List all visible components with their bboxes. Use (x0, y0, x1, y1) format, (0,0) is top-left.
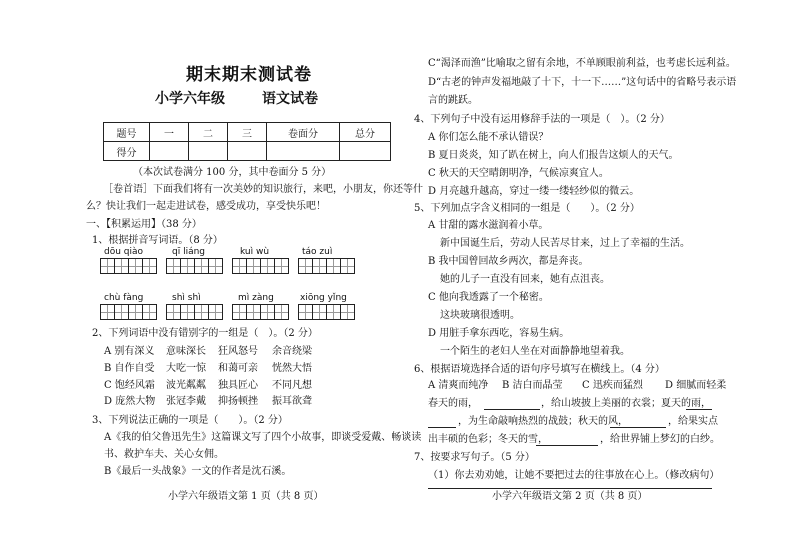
q3-option: 言的跳跃。 (428, 95, 478, 106)
writing-grid[interactable] (100, 258, 156, 274)
q2-option: 大吃一惊 (166, 363, 206, 374)
blank-line[interactable] (686, 409, 712, 410)
question-2: 2、下列词语中没有错别字的一组是（ ）。（2 分） (92, 328, 318, 339)
q5-option: 新中国诞生后，劳动人民苦尽甘来，过上了幸福的生活。 (440, 238, 690, 249)
exam-title: 期末期末测试卷 (186, 65, 312, 85)
q5-option: 这块玻璃很透明。 (440, 310, 520, 321)
q2-option: 振耳欲聋 (272, 396, 312, 407)
subject-label: 语文试卷 (262, 91, 318, 107)
pinyin: xiōng yǐng (300, 293, 347, 303)
q6-text: ，给果实点 (668, 416, 718, 427)
q3-option: B《最后一头战象》一文的作者是沈石溪。 (104, 466, 292, 477)
q5-option: D 用脏手拿东西吃，容易生病。 (428, 328, 570, 339)
q3-option: A《我的伯父鲁迅先生》这篇课文写了四个小故事，即谈受爱戴、畅谈读 (104, 432, 422, 443)
q6-text: ，给世界铺上梦幻的白纱。 (600, 434, 720, 445)
score-cell[interactable] (340, 142, 391, 161)
question-4: 4、下列句子中没有运用修辞手法的一项是（ ）。（2 分） (414, 114, 670, 125)
q4-option: D 月亮越升越高，穿过一缕一缕轻纱似的微云。 (428, 186, 640, 197)
pinyin: táo zuì (302, 247, 333, 257)
score-header: 一 (150, 123, 189, 142)
page-footer: 小学六年级语文第 2 页（共 8 页） (492, 491, 648, 502)
q2-option: 抑扬顿挫 (218, 396, 258, 407)
question-6: 6、根据语境选择合适的语句序号填写在横线上。（4 分） (414, 364, 665, 375)
intro-line: ［卷首语］下面我们将有一次美妙的知识旅行，来吧，小朋友，你还等什 (103, 184, 423, 195)
q5-option: 她的儿子一直没有回来，她有点沮丧。 (440, 274, 610, 285)
score-header: 二 (189, 123, 228, 142)
q4-option: C 秋天的天空晴朗明净，气候凉爽宜人。 (428, 168, 609, 179)
score-header: 题号 (104, 123, 150, 142)
writing-grid[interactable] (166, 258, 222, 274)
question-3: 3、下列说法正确的一项是（ ）。（2 分） (92, 415, 288, 426)
q2-option: 张冠李戴 (166, 396, 206, 407)
q6-option: D 细腻而轻柔 (665, 380, 727, 391)
blank-line[interactable] (484, 409, 540, 410)
pinyin: mì zàng (238, 293, 274, 303)
q2-option: A 别有深义 (104, 346, 155, 357)
score-header: 总分 (340, 123, 391, 142)
score-cell[interactable] (228, 142, 267, 161)
writing-grid[interactable] (298, 304, 354, 320)
intro-line: 么？快让我们一起走进试卷，感受成功，享受快乐吧！ (86, 201, 326, 212)
score-note: （本次试卷满分 100 分，其中卷面分 5 分） (133, 167, 332, 178)
score-header: 三 (228, 123, 267, 142)
q2-option: 意味深长 (166, 346, 206, 357)
q6-option: A 清爽而纯净 (428, 380, 489, 391)
section-heading: 一、【积累运用】（38 分） (86, 219, 202, 230)
q2-option: 波光粼粼 (166, 380, 206, 391)
pinyin: kuì wù (240, 247, 270, 257)
q2-option: C 饱经风霜 (104, 380, 155, 391)
writing-grid[interactable] (232, 304, 288, 320)
pinyin: chù fàng (104, 293, 144, 303)
q2-option: B 自作自受 (104, 363, 155, 374)
blank-line[interactable] (610, 427, 666, 428)
q2-option: 独具匠心 (218, 380, 258, 391)
answer-line[interactable] (428, 488, 712, 489)
question-1: 1、根据拼音写词语。（8 分） (92, 235, 223, 246)
q4-option: A 你们怎么能不承认错误？ (428, 132, 549, 143)
writing-grid[interactable] (166, 304, 222, 320)
pinyin: shì shì (172, 293, 201, 303)
page-footer: 小学六年级语文第 1 页（共 8 页） (168, 491, 324, 502)
q3-option: C“渴泽而渔”比喻取之留有余地，不单顾眼前利益，也考虑长远利益。 (428, 58, 736, 69)
q6-option: B 洁白而晶莹 (502, 380, 563, 391)
question-5: 5、下列加点字含义相同的一组是（ ）。（2 分） (414, 203, 640, 214)
blank-line[interactable] (428, 427, 456, 428)
q2-option: 余音绕梁 (272, 346, 312, 357)
score-cell[interactable] (150, 142, 189, 161)
writing-grid[interactable] (232, 258, 288, 274)
score-cell[interactable] (267, 142, 340, 161)
q2-option: 不同凡想 (272, 380, 312, 391)
writing-grid[interactable] (298, 258, 354, 274)
writing-grid[interactable] (100, 304, 156, 320)
q4-option: B 夏日炎炎，知了趴在树上，向人们报告这烦人的天气。 (428, 150, 679, 161)
q2-option: 恍然大悟 (272, 363, 312, 374)
q5-option: C 他向我透露了一个秘密。 (428, 292, 549, 303)
question-7: 7、按要求写句子。（5 分） (414, 452, 535, 463)
score-cell[interactable] (189, 142, 228, 161)
score-table (103, 122, 391, 161)
q3-option: 书、救护车夫、关心女佣。 (104, 449, 224, 460)
q6-text: 春天的雨， (428, 398, 478, 409)
pinyin: qī liáng (172, 247, 206, 257)
grade-label: 小学六年级 (155, 91, 225, 107)
q6-option: C 迅疾而猛烈 (582, 380, 643, 391)
q2-option: 狂风怒号 (218, 346, 258, 357)
q5-option: 一个陌生的老妇人坐在对面静静地望着我。 (440, 346, 630, 357)
q2-option: D 庞然大物 (104, 396, 156, 407)
q7-item: （1）你去劝劝她，让她不要把过去的往事放在心上。（修改病句） (428, 470, 720, 481)
q3-option: D“古老的钟声发福地敲了十下，十一下……”这句话中的省略号表示语 (428, 77, 737, 88)
q6-text: ，给山坡披上美丽的衣裳；夏天的雨， (541, 398, 711, 409)
q6-text: ，为生命敲响热烈的战鼓；秋天的风， (458, 416, 628, 427)
pinyin: dōu qiào (104, 247, 144, 257)
score-header: 卷面分 (267, 123, 340, 142)
score-row-label: 得分 (104, 142, 150, 161)
blank-line[interactable] (536, 445, 598, 446)
q5-option: B 我中国曾回故乡两次，都是奔丧。 (428, 256, 589, 267)
q6-text: 出丰硕的色彩；冬天的雪， (428, 434, 548, 445)
q5-option: A 甘甜的露水滋润着小草。 (428, 220, 549, 231)
q2-option: 和蔼可亲 (218, 363, 258, 374)
